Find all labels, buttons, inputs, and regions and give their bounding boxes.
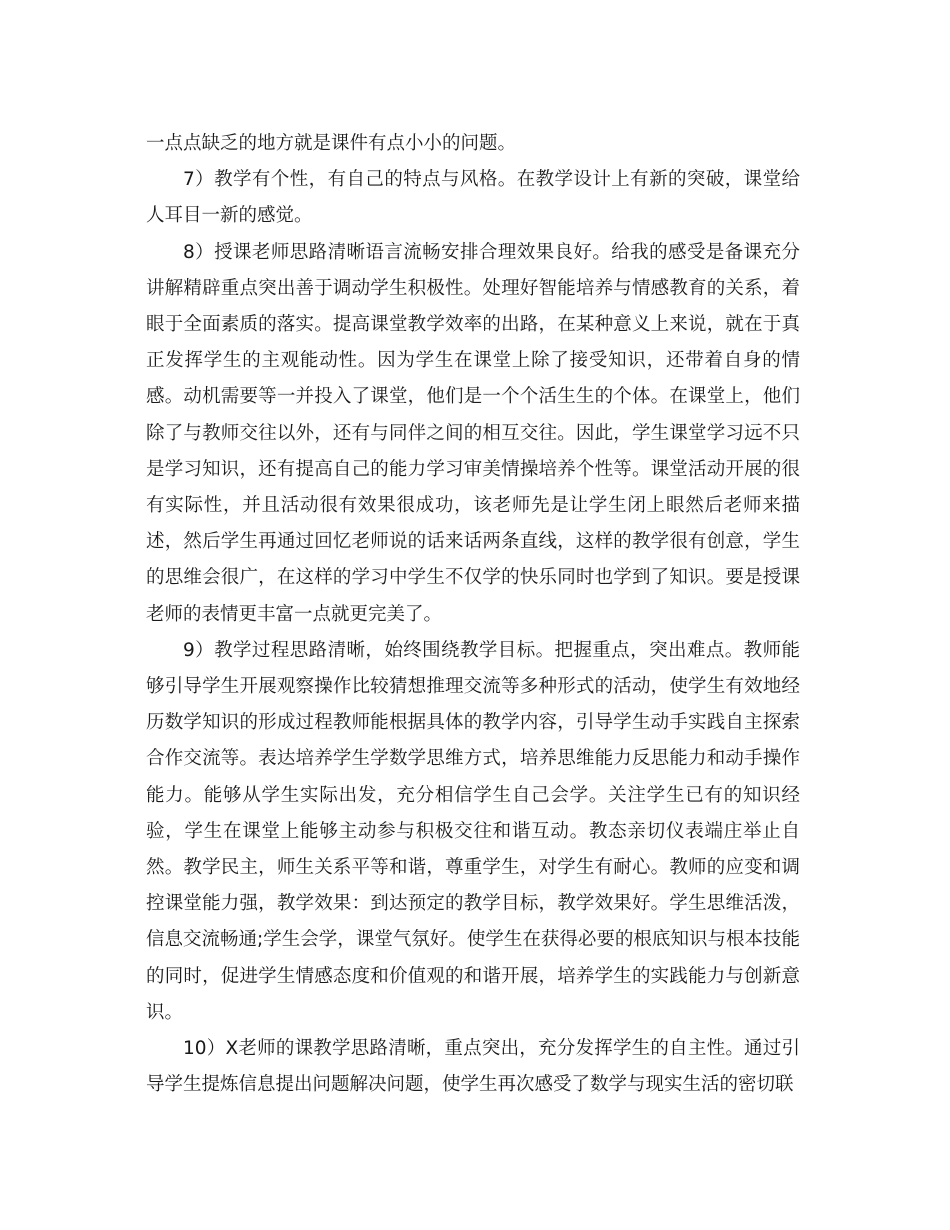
paragraph-item-9: 9）教学过程思路清晰，始终围绕教学目标。把握重点，突出难点。教师能够引导学生开展观察操作比较猜想推理交流等多种形式的活动，使学生有效地经历数学知识的形成过程教师能根据具体的教学内容，引导学生动手实践自主探索合作交流等。表达培养学生学数学思维方式，培养思维能力反思能力和动手操作能力。能够从学生实际出发，充分相信学生自己会学。关注学生已有的知识经验，学生在课堂上能够主动参与积极交往和谐互动。教态亲切仪表端庄举止自然。教学民主，师生关系平等和谐，尊重学生，对学生有耐心。教师的应变和调控课堂能力强，教学效果：到达预定的教学目标，教学效果好。学生思维活泼，信息交流畅通;学生会学，课堂气氛好。使学生在获得必要的根底知识与根本技能的同时，促进学生情感态度和价值观的和谐开展，培养学生的实践能力与创新意识。 [146,639,800,1023]
document-body [146,126,800,1103]
paragraph-continuation: 一点点缺乏的地方就是课件有点小小的问题。 [146,133,517,154]
paragraph-item-7: 7）教学有个性，有自己的特点与风格。在教学设计上有新的突破，课堂给人耳目一新的感觉。 [146,169,800,227]
paragraph-item-10: 10）X老师的课教学思路清晰，重点突出，充分发挥学生的自主性。通过引导学生提炼信息提出问题解决问题，使学生再次感受了数学与现实生活的密切联 [146,1038,800,1096]
paragraph-item-8: 8）授课老师思路清晰语言流畅安排合理效果良好。给我的感受是备课充分讲解精辟重点突出善于调动学生积极性。处理好智能培养与情感教育的关系，着眼于全面素质的落实。提高课堂教学效率的出路，在某种意义上来说，就在于真正发挥学生的主观能动性。因为学生在课堂上除了接受知识，还带着自身的情感。动机需要等一并投入了课堂，他们是一个个活生生的个体。在课堂上，他们除了与教师交往以外，还有与同伴之间的相互交往。因此，学生课堂学习远不只是学习知识，还有提高自己的能力学习审美情操培养个性等。课堂活动开展的很有实际性，并且活动很有效果很成功，该老师先是让学生闭上眼然后老师来描述，然后学生再通过回忆老师说的话来话两条直线，这样的教学很有创意，学生的思维会很广，在这样的学习中学生不仅学的快乐同时也学到了知识。要是授课老师的表情更丰富一点就更完美了。 [146,241,800,625]
